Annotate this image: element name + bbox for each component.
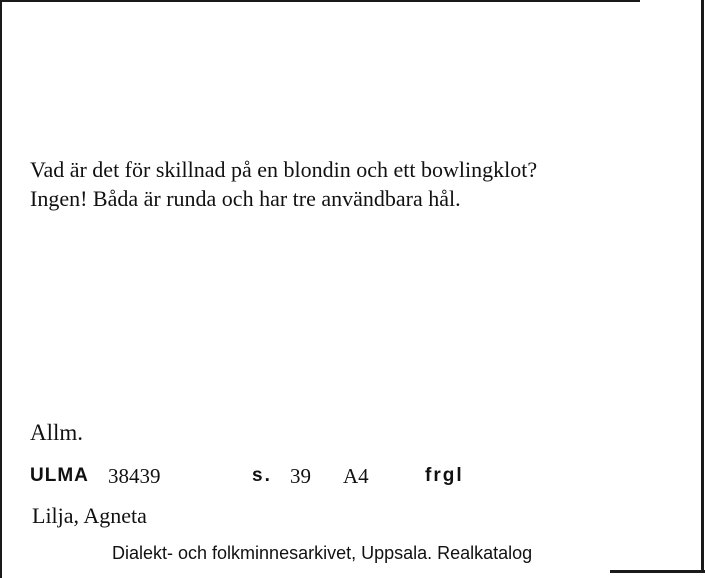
- page-label: s.: [252, 465, 272, 486]
- card-border-top: [0, 0, 640, 2]
- page-number: 39: [290, 464, 311, 488]
- record-number: 38439: [108, 464, 161, 488]
- card-border-right: [701, 0, 704, 572]
- card-border-left: [0, 0, 2, 578]
- category-label: Allm.: [30, 420, 84, 445]
- card-border-bottom: [610, 570, 705, 573]
- joke-answer: Ingen! Båda är runda och har tre användbara hål.: [30, 186, 461, 211]
- record-metadata-row: [30, 462, 670, 490]
- type-code: frgl: [425, 465, 464, 486]
- joke-question: Vad är det för skillnad på en blondin och ett bowlingklot?: [30, 157, 538, 182]
- informant-name: Lilja, Agneta: [32, 503, 147, 528]
- paper-format: A4: [343, 464, 369, 488]
- archive-code: ULMA: [30, 465, 89, 486]
- archive-footer: Dialekt- och folkminnesarkivet, Uppsala. Realkatalog: [112, 543, 533, 563]
